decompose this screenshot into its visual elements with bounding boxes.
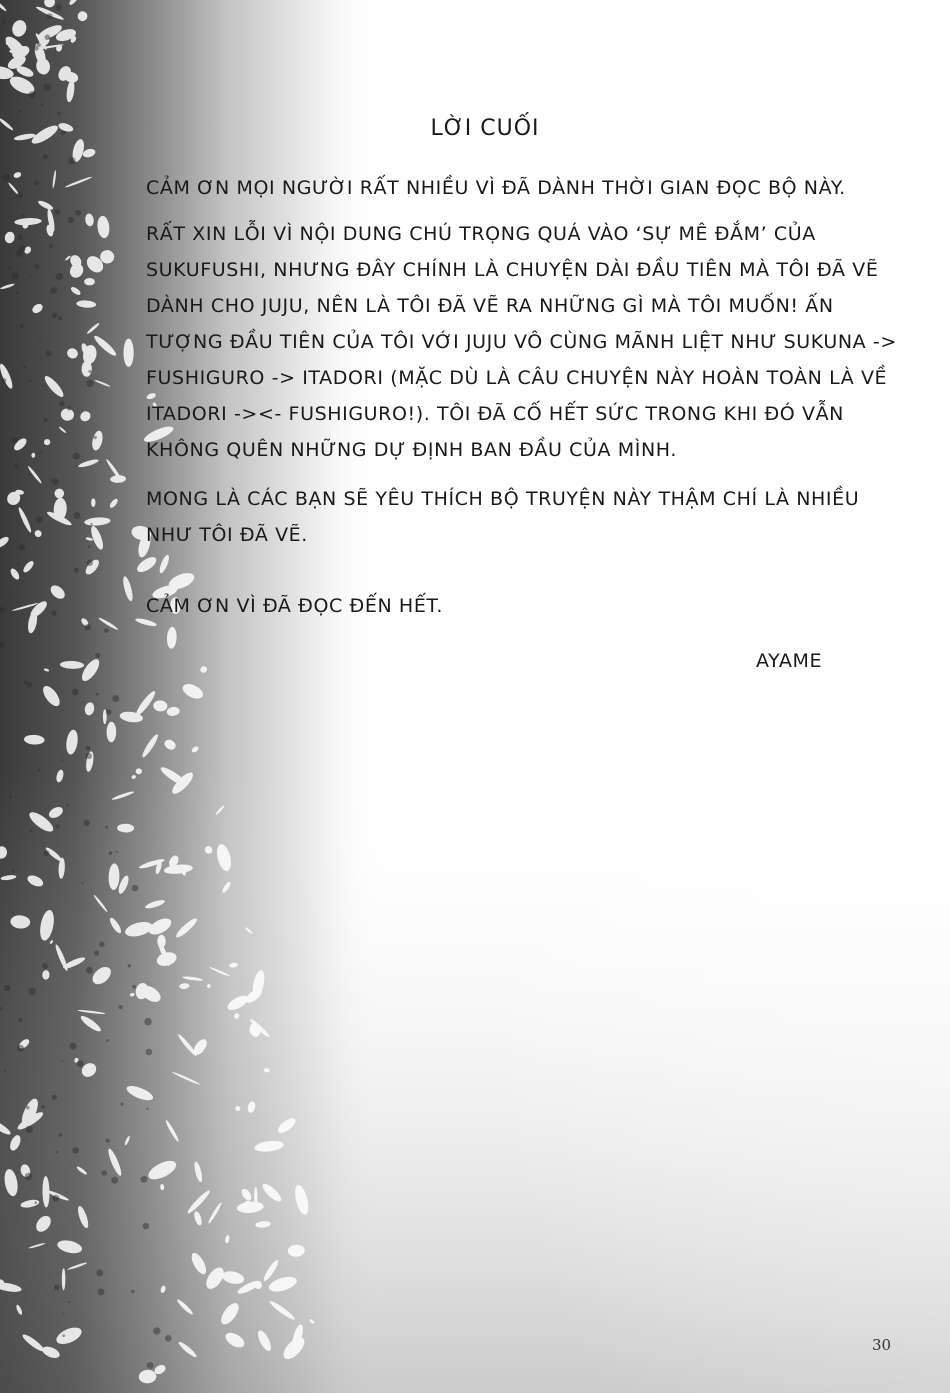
afterword-title: LỜI CUỐI: [430, 116, 540, 141]
paragraph-thanks-for-finishing: CẢM ƠN VÌ ĐÃ ĐỌC ĐẾN HẾT.: [146, 595, 444, 617]
author-signature: AYAME: [756, 650, 823, 672]
paragraph-apology-and-story-notes: RẤT XIN LỖI VÌ NỘI DUNG CHÚ TRỌNG QUÁ VÀO ‘SỰ MÊ ĐẮM’ CỦA SUKUFUSHI, NHƯNG ĐÂY CHÍNH LÀ CHUYỆN DÀI ĐẦU TIÊN MÀ TÔI ĐÃ VẼ DÀNH CHO JUJU, NÊN LÀ TÔI ĐÃ VẼ RA NHỮNG GÌ MÀ TÔI MUỐN! ẤN TƯỢNG ĐẦU TIÊN CỦA TÔI VỚI JUJU VÔ CÙNG MÃNH LIỆT NHƯ SUKUNA -> FUSHIGURO -> ITADORI (MẶC DÙ LÀ CÂU CHUYỆN NÀY HOÀN TOÀN LÀ VỀ ITADORI -><- FUSHIGURO!). TÔI ĐÃ CỐ HẾT SỨC TRONG KHI ĐÓ VẪN KHÔNG QUÊN NHỮNG DỰ ĐỊNH BAN ĐẦU CỦA MÌNH.: [146, 223, 897, 461]
paragraph-hope-you-enjoy: MONG LÀ CÁC BẠN SẼ YÊU THÍCH BỘ TRUYỆN NÀY THẬM CHÍ LÀ NHIỀU NHƯ TÔI ĐÃ VẼ.: [146, 488, 860, 546]
paragraph-thanks-for-reading-time: CẢM ƠN MỌI NGƯỜI RẤT NHIỀU VÌ ĐÃ DÀNH THỜI GIAN ĐỌC BỘ NÀY.: [146, 177, 846, 199]
page-number: 30: [872, 1336, 892, 1354]
